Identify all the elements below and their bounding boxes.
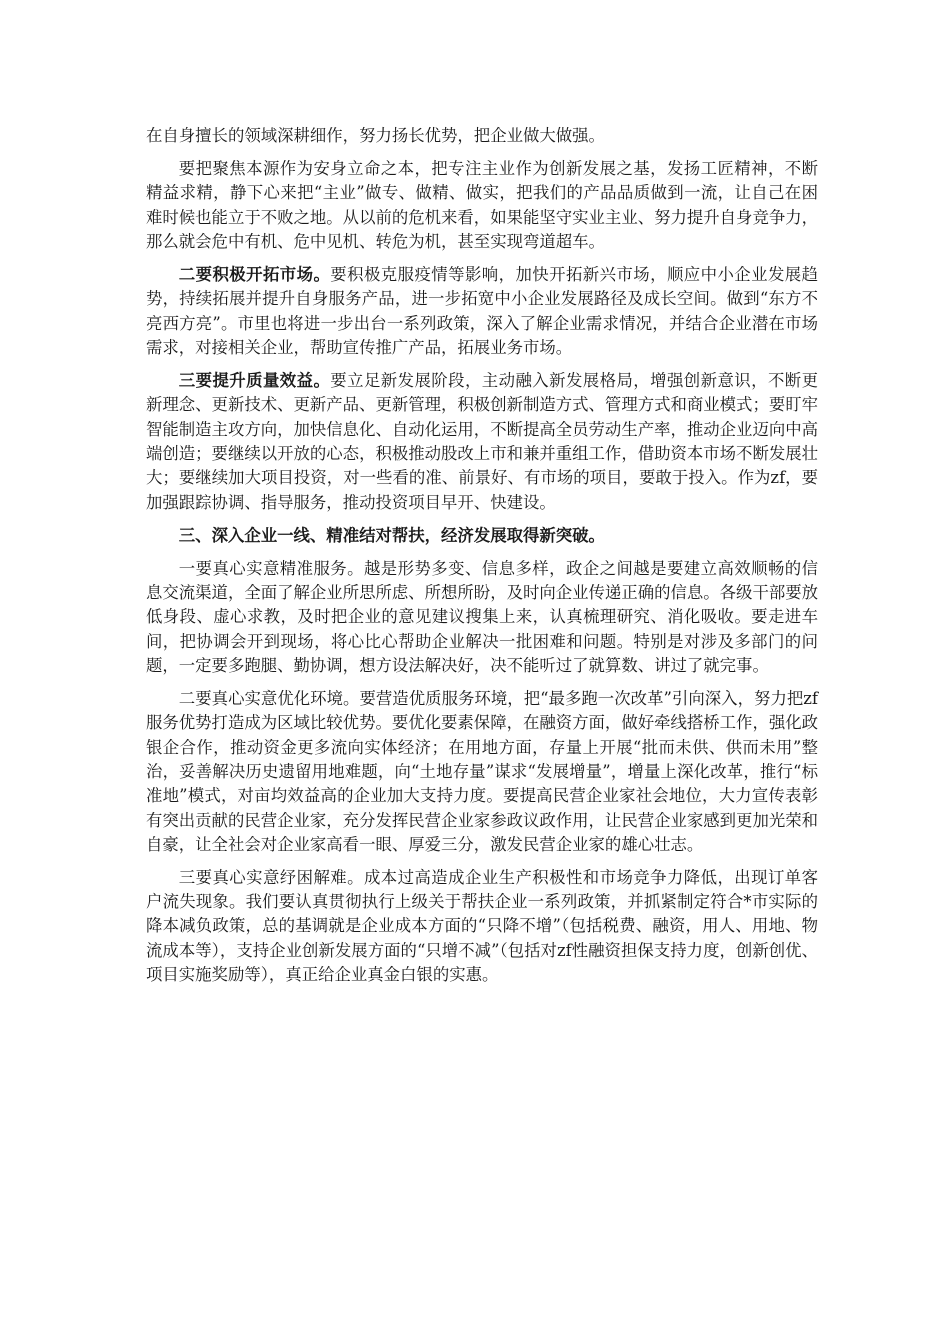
paragraph-text: 要积极克服疫情等影响，加快开拓新兴市场，顺应中小企业发展趋势，持续拓展并提升自身服务产品，进一步拓宽中小企业发展路径及成长空间。做到“东方不亮西方亮”。市里也将进一步出台一系列政策，深入了解企业需求情况，并结合企业潜在市场需求，对接相关企业，帮助宣传推广产品，拓展业务市场。: [146, 265, 819, 357]
paragraph-lead: 三要提升质量效益。: [178, 371, 331, 391]
paragraph-text: 二要真心实意优化环境。要营造优质服务环境，把“最多跑一次改革”引向深入，努力把zf服务优势打造成为区域比较优势。要优化要素保障，在融资方面，做好牵线搭桥工作，强化政银企合作，推动资金更多流向实体经济；在用地方面，存量上开展“批而未供、供而未用”整治，妥善解决历史遗留用地难题，向“土地存量”谋求“发展增量”，增量上深化改革，推行“标准地”模式，对亩均效益高的企业加大支持力度。要提高民营企业家社会地位，大力宣传表彰有突出贡献的民营企业家，充分发挥民营企业家参政议政作用，让民营企业家感到更加光荣和自豪，让全社会对企业家高看一眼、厚爱三分，激发民营企业家的雄心壮志。: [146, 689, 819, 854]
paragraph-text: 要把聚焦本源作为安身立命之本，把专注主业作为创新发展之基，发扬工匠精神，不断精益求精，静下心来把“主业”做专、做精、做实，把我们的产品品质做到一流，让自己在困难时候也能立于不败之地。从以前的危机来看，如果能坚守实业主业、努力提升自身竞争力，那么就会危中有机、危中见机、转危为机，甚至实现弯道超车。: [146, 159, 819, 251]
paragraph-optimize-environment: [146, 687, 818, 857]
paragraph-relieve-difficulties: [146, 866, 818, 987]
paragraph-focus-core-business: [146, 157, 818, 254]
paragraph-expand-market: [146, 263, 818, 360]
paragraph-precise-service: [146, 557, 818, 678]
section-heading: 三、深入企业一线、精准结对帮扶，经济发展取得新突破。: [178, 525, 605, 545]
paragraph-lead: 二要积极开拓市场。: [178, 265, 331, 285]
paragraph-quality-efficiency: [146, 369, 818, 515]
document-page: [146, 124, 818, 996]
paragraph-text: 三要真心实意纾困解难。成本过高造成企业生产积极性和市场竞争力降低，出现订单客户流失现象。我们要认真贯彻执行上级关于帮扶企业一系列政策，并抓紧制定符合*市实际的降本减负政策，总的基调就是企业成本方面的“只降不增”（包括税费、融资，用人、用地、物流成本等），支持企业创新发展方面的“只增不减”（包括对zf性融资担保支持力度，创新创优、项目实施奖励等），真正给企业真金白银的实惠。: [146, 867, 818, 985]
paragraph-continuation: [146, 124, 818, 148]
paragraph-text: 一要真心实意精准服务。越是形势多变、信息多样，政企之间越是要建立高效顺畅的信息交流渠道，全面了解企业所思所虑、所想所盼，及时向企业传递正确的信息。各级干部要放低身段、虚心求教，及时把企业的意见建议搜集上来，认真梳理研究、消化吸收。要走进车间，把协调会开到现场，将心比心帮助企业解决一批困难和问题。特别是对涉及多部门的问题，一定要多跑腿、勤协调，想方设法解决好，决不能听过了就算数、讲过了就完事。: [146, 558, 819, 675]
paragraph-text: 在自身擅长的领域深耕细作，努力扬长优势，把企业做大做强。: [146, 126, 605, 145]
paragraph-text: 要立足新发展阶段，主动融入新发展格局，增强创新意识，不断更新理念、更新技术、更新产品、更新管理，积极创新制造方式、管理方式和商业模式；要盯牢智能制造主攻方向，加快信息化、自动化运用，不断提高全员劳动生产率，推动企业迈向中高端创造；要继续以开放的心态，积极推动股改上市和兼并重组工作，借助资本市场不断发展壮大；要继续加大项目投资，对一些看的准、前景好、有市场的项目，要敢于投入。作为zf，要加强跟踪协调、指导服务，推动投资项目早开、快建设。: [146, 371, 819, 512]
